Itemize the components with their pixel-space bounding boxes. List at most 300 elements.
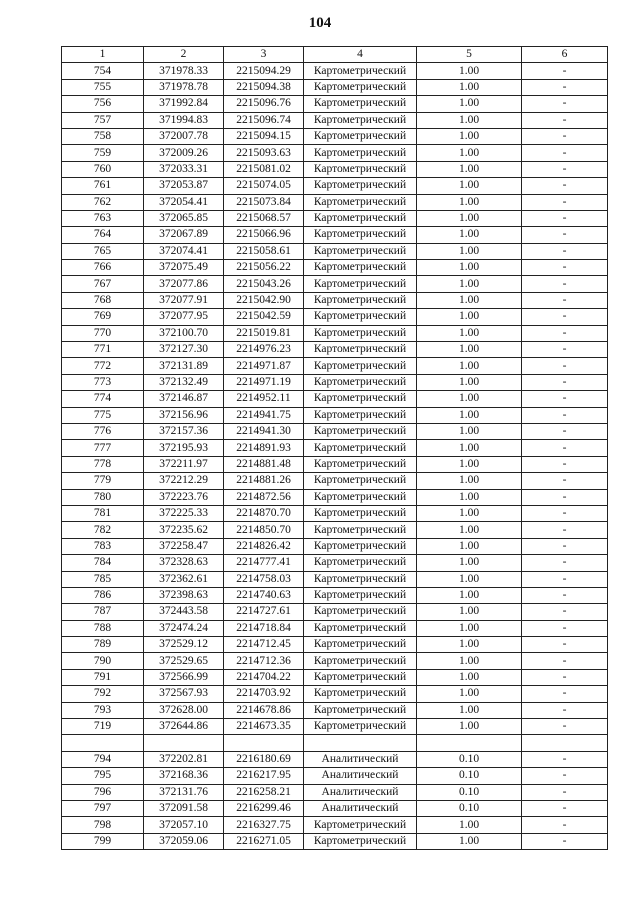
table-cell: 0.10	[417, 751, 522, 767]
table-cell: -	[522, 325, 608, 341]
table-cell: 2216258.21	[224, 784, 304, 800]
table-cell: -	[522, 702, 608, 718]
table-row	[62, 587, 608, 603]
table-cell: 1.00	[417, 391, 522, 407]
table-cell: 780	[62, 489, 144, 505]
table-cell: 372067.89	[144, 227, 224, 243]
table-cell: 372077.95	[144, 309, 224, 325]
table-cell: 372127.30	[144, 342, 224, 358]
table-cell: Картометрический	[304, 456, 417, 472]
table-cell: 371992.84	[144, 96, 224, 112]
table-cell: 789	[62, 637, 144, 653]
table-cell: Аналитический	[304, 784, 417, 800]
table-row	[62, 145, 608, 161]
table-cell: 372132.49	[144, 374, 224, 390]
table-cell: 778	[62, 456, 144, 472]
table-cell: 2216180.69	[224, 751, 304, 767]
table-row	[62, 112, 608, 128]
table-cell: 372156.96	[144, 407, 224, 423]
table-cell: 764	[62, 227, 144, 243]
table-cell: 1.00	[417, 325, 522, 341]
table-cell: Картометрический	[304, 276, 417, 292]
table-cell: Картометрический	[304, 210, 417, 226]
table-cell: 1.00	[417, 440, 522, 456]
table-row	[62, 719, 608, 735]
column-header: 2	[144, 47, 224, 63]
table-cell: 767	[62, 276, 144, 292]
table-cell: 2214758.03	[224, 571, 304, 587]
table-cell: -	[522, 260, 608, 276]
table-cell: Картометрический	[304, 96, 417, 112]
table-cell: -	[522, 440, 608, 456]
table-cell: Картометрический	[304, 505, 417, 521]
table-row	[62, 637, 608, 653]
table-cell: 372059.06	[144, 833, 224, 849]
table-cell: 773	[62, 374, 144, 390]
table-cell: 372474.24	[144, 620, 224, 636]
table-cell: 794	[62, 751, 144, 767]
table-row	[62, 423, 608, 439]
table-cell: 0.10	[417, 784, 522, 800]
table-cell: 1.00	[417, 456, 522, 472]
table-cell: -	[522, 555, 608, 571]
column-header: 6	[522, 47, 608, 63]
table-cell: -	[522, 637, 608, 653]
table-cell: -	[522, 112, 608, 128]
table-cell: Картометрический	[304, 292, 417, 308]
table-cell: Картометрический	[304, 653, 417, 669]
table-cell: 1.00	[417, 210, 522, 226]
table-row	[62, 260, 608, 276]
table-row	[62, 817, 608, 833]
table-cell: 372202.81	[144, 751, 224, 767]
table-cell	[417, 735, 522, 751]
table-cell: 1.00	[417, 407, 522, 423]
table-cell: -	[522, 522, 608, 538]
column-header: 5	[417, 47, 522, 63]
table-row	[62, 489, 608, 505]
table-cell: 1.00	[417, 374, 522, 390]
table-cell: 1.00	[417, 473, 522, 489]
table-cell: -	[522, 800, 608, 816]
table-cell: 769	[62, 309, 144, 325]
column-header: 1	[62, 47, 144, 63]
table-cell: -	[522, 817, 608, 833]
table-cell: Картометрический	[304, 833, 417, 849]
table-cell: Картометрический	[304, 407, 417, 423]
table-cell: 372077.86	[144, 276, 224, 292]
table-cell: 1.00	[417, 276, 522, 292]
table-cell: 1.00	[417, 719, 522, 735]
table-cell: 2214718.84	[224, 620, 304, 636]
table-row	[62, 800, 608, 816]
table-cell: Аналитический	[304, 800, 417, 816]
table-cell: 2214870.70	[224, 505, 304, 521]
table-cell: -	[522, 178, 608, 194]
table-cell: Картометрический	[304, 473, 417, 489]
table-row	[62, 63, 608, 79]
table-cell: 1.00	[417, 669, 522, 685]
table-cell: 1.00	[417, 522, 522, 538]
table-cell: 775	[62, 407, 144, 423]
table-cell: 770	[62, 325, 144, 341]
table-cell: -	[522, 784, 608, 800]
table-row	[62, 784, 608, 800]
table-row	[62, 522, 608, 538]
table-cell: 1.00	[417, 505, 522, 521]
table-cell: 765	[62, 243, 144, 259]
table-cell: 372057.10	[144, 817, 224, 833]
table-cell: 758	[62, 128, 144, 144]
table-cell: 2214850.70	[224, 522, 304, 538]
table-cell: 372223.76	[144, 489, 224, 505]
table-row	[62, 735, 608, 751]
table-cell: Картометрический	[304, 79, 417, 95]
table-cell: -	[522, 751, 608, 767]
table-cell: -	[522, 768, 608, 784]
table-cell: -	[522, 374, 608, 390]
table-row	[62, 194, 608, 210]
table-cell: Картометрический	[304, 669, 417, 685]
table-cell: 2214976.23	[224, 342, 304, 358]
table-row	[62, 653, 608, 669]
table-cell: 0.10	[417, 768, 522, 784]
table-row	[62, 391, 608, 407]
table-cell: -	[522, 292, 608, 308]
table-cell: -	[522, 604, 608, 620]
table-cell: 2214941.30	[224, 423, 304, 439]
table-cell: 372362.61	[144, 571, 224, 587]
table-cell: 2214941.75	[224, 407, 304, 423]
table-cell: 372235.62	[144, 522, 224, 538]
table-cell: Картометрический	[304, 604, 417, 620]
table-cell: 2215019.81	[224, 325, 304, 341]
table-cell: -	[522, 128, 608, 144]
table-row	[62, 292, 608, 308]
table-row	[62, 128, 608, 144]
table-cell: 772	[62, 358, 144, 374]
table-cell: 1.00	[417, 243, 522, 259]
table-cell: 2215093.63	[224, 145, 304, 161]
table-row	[62, 456, 608, 472]
table-cell: 2214712.36	[224, 653, 304, 669]
table-cell: -	[522, 719, 608, 735]
table-cell: Аналитический	[304, 768, 417, 784]
table-cell: Картометрический	[304, 686, 417, 702]
table-cell: 782	[62, 522, 144, 538]
table-cell: 1.00	[417, 571, 522, 587]
table-cell: 372065.85	[144, 210, 224, 226]
table-cell: 796	[62, 784, 144, 800]
table-cell: 1.00	[417, 538, 522, 554]
table-row	[62, 686, 608, 702]
table-row	[62, 538, 608, 554]
table-cell: 2216271.05	[224, 833, 304, 849]
table-row	[62, 751, 608, 767]
table-cell: 798	[62, 817, 144, 833]
table-cell: -	[522, 63, 608, 79]
table-cell: Картометрический	[304, 260, 417, 276]
table-cell: 372075.49	[144, 260, 224, 276]
table-cell: 792	[62, 686, 144, 702]
table-cell: Картометрический	[304, 522, 417, 538]
table-cell: Картометрический	[304, 243, 417, 259]
table-cell: 372100.70	[144, 325, 224, 341]
table-cell: 2214881.26	[224, 473, 304, 489]
table-cell: Картометрический	[304, 194, 417, 210]
table-cell: 719	[62, 719, 144, 735]
table-cell: 372009.26	[144, 145, 224, 161]
table-cell: 2214891.93	[224, 440, 304, 456]
table-cell: -	[522, 538, 608, 554]
table-cell: 2214727.61	[224, 604, 304, 620]
table-cell: 2214712.45	[224, 637, 304, 653]
table-cell: -	[522, 194, 608, 210]
table-cell	[522, 735, 608, 751]
table-cell: 1.00	[417, 161, 522, 177]
table-header-row	[62, 47, 608, 63]
table-cell: 1.00	[417, 128, 522, 144]
table-cell: -	[522, 309, 608, 325]
table-cell	[224, 735, 304, 751]
table-cell: 371978.78	[144, 79, 224, 95]
table-cell: 779	[62, 473, 144, 489]
table-cell: 2215042.90	[224, 292, 304, 308]
table-cell: Картометрический	[304, 555, 417, 571]
table-cell: -	[522, 276, 608, 292]
table-cell: 760	[62, 161, 144, 177]
table-cell: -	[522, 161, 608, 177]
table-cell: 2215096.74	[224, 112, 304, 128]
table-cell: 2215094.29	[224, 63, 304, 79]
table-cell: Картометрический	[304, 571, 417, 587]
table-cell: Картометрический	[304, 145, 417, 161]
table-row	[62, 473, 608, 489]
table-cell: 757	[62, 112, 144, 128]
table-cell: 790	[62, 653, 144, 669]
table-row	[62, 702, 608, 718]
table-row	[62, 604, 608, 620]
table-row	[62, 374, 608, 390]
table-cell: -	[522, 653, 608, 669]
table-row	[62, 309, 608, 325]
table-cell: 1.00	[417, 637, 522, 653]
table-cell: 372007.78	[144, 128, 224, 144]
table-cell: -	[522, 358, 608, 374]
table-cell: 793	[62, 702, 144, 718]
table-cell: 2215042.59	[224, 309, 304, 325]
table-cell: 372225.33	[144, 505, 224, 521]
table-cell: 2214703.92	[224, 686, 304, 702]
table-cell: Картометрический	[304, 423, 417, 439]
table-row	[62, 210, 608, 226]
table-cell: 372567.93	[144, 686, 224, 702]
table-cell: 372628.00	[144, 702, 224, 718]
table-cell: 0.10	[417, 800, 522, 816]
table-cell: -	[522, 391, 608, 407]
table-row	[62, 161, 608, 177]
table-cell: Картометрический	[304, 112, 417, 128]
table-cell: 777	[62, 440, 144, 456]
table-cell: 1.00	[417, 227, 522, 243]
table-cell: 755	[62, 79, 144, 95]
table-cell: Картометрический	[304, 178, 417, 194]
table-cell: 2215068.57	[224, 210, 304, 226]
table-cell: Картометрический	[304, 358, 417, 374]
table-cell: -	[522, 571, 608, 587]
table-cell: 372529.65	[144, 653, 224, 669]
table-row	[62, 440, 608, 456]
table-cell: 754	[62, 63, 144, 79]
column-header: 4	[304, 47, 417, 63]
table-cell: -	[522, 587, 608, 603]
table-cell: 2214826.42	[224, 538, 304, 554]
table-cell: 372328.63	[144, 555, 224, 571]
table-cell: 372074.41	[144, 243, 224, 259]
table-row	[62, 96, 608, 112]
table-cell: -	[522, 620, 608, 636]
table-cell: Картометрический	[304, 391, 417, 407]
table-cell: 2216327.75	[224, 817, 304, 833]
table-cell: Картометрический	[304, 440, 417, 456]
table-row	[62, 276, 608, 292]
table-cell: 2215043.26	[224, 276, 304, 292]
table-cell: -	[522, 505, 608, 521]
table-cell: 2214777.41	[224, 555, 304, 571]
table-cell: 787	[62, 604, 144, 620]
table-cell: 1.00	[417, 178, 522, 194]
table-cell: 2214952.11	[224, 391, 304, 407]
table-cell: -	[522, 686, 608, 702]
table-cell: 2216217.95	[224, 768, 304, 784]
table-row	[62, 669, 608, 685]
table-cell: 2214678.86	[224, 702, 304, 718]
table-cell: 372168.36	[144, 768, 224, 784]
table-cell: 768	[62, 292, 144, 308]
table-cell: 1.00	[417, 96, 522, 112]
table-row	[62, 768, 608, 784]
table-cell: 788	[62, 620, 144, 636]
table-cell: 372212.29	[144, 473, 224, 489]
table-cell: 372211.97	[144, 456, 224, 472]
table-cell: -	[522, 833, 608, 849]
table-cell: 776	[62, 423, 144, 439]
table-cell: Картометрический	[304, 637, 417, 653]
table-cell: 771	[62, 342, 144, 358]
table-row	[62, 358, 608, 374]
table-cell: Картометрический	[304, 161, 417, 177]
table-row	[62, 833, 608, 849]
table-cell: 2215094.15	[224, 128, 304, 144]
table-cell: 1.00	[417, 358, 522, 374]
table-cell: -	[522, 407, 608, 423]
table-cell: 372157.36	[144, 423, 224, 439]
table-cell: 2216299.46	[224, 800, 304, 816]
table-cell: 1.00	[417, 604, 522, 620]
table-cell: 783	[62, 538, 144, 554]
table-row	[62, 79, 608, 95]
table-cell: 1.00	[417, 63, 522, 79]
table-cell: 372131.89	[144, 358, 224, 374]
table-cell: 1.00	[417, 686, 522, 702]
table-cell: Картометрический	[304, 63, 417, 79]
table-cell: 1.00	[417, 489, 522, 505]
table-cell: 372195.93	[144, 440, 224, 456]
table-cell: 372443.58	[144, 604, 224, 620]
table-row	[62, 178, 608, 194]
table-cell: Картометрический	[304, 817, 417, 833]
table-cell	[144, 735, 224, 751]
table-cell: -	[522, 210, 608, 226]
table-cell: 759	[62, 145, 144, 161]
table-row	[62, 620, 608, 636]
table-cell: 2214872.56	[224, 489, 304, 505]
table-cell: 1.00	[417, 194, 522, 210]
table-cell: Картометрический	[304, 325, 417, 341]
table-cell: -	[522, 669, 608, 685]
table-cell: 781	[62, 505, 144, 521]
table-cell: 766	[62, 260, 144, 276]
table-cell: 785	[62, 571, 144, 587]
table-cell: 1.00	[417, 653, 522, 669]
table-cell: 372566.99	[144, 669, 224, 685]
table-cell: -	[522, 473, 608, 489]
table-cell: 2215073.84	[224, 194, 304, 210]
table-cell: -	[522, 79, 608, 95]
table-body	[62, 63, 608, 850]
table-cell: 774	[62, 391, 144, 407]
table-cell: 2214971.87	[224, 358, 304, 374]
table-cell: 2214673.35	[224, 719, 304, 735]
table-cell: Картометрический	[304, 309, 417, 325]
table-cell: Картометрический	[304, 342, 417, 358]
table-cell: 763	[62, 210, 144, 226]
table-cell: Картометрический	[304, 587, 417, 603]
table-cell: 1.00	[417, 260, 522, 276]
table-cell: 1.00	[417, 145, 522, 161]
table-cell	[304, 735, 417, 751]
table-cell: -	[522, 96, 608, 112]
table-row	[62, 407, 608, 423]
table-cell: 2214704.22	[224, 669, 304, 685]
table-cell: 372131.76	[144, 784, 224, 800]
table-row	[62, 555, 608, 571]
table-cell: 2215074.05	[224, 178, 304, 194]
table-row	[62, 342, 608, 358]
table-cell: Картометрический	[304, 227, 417, 243]
table-cell: -	[522, 227, 608, 243]
table-row	[62, 243, 608, 259]
table-cell: 2214740.63	[224, 587, 304, 603]
table-cell: 1.00	[417, 817, 522, 833]
table-cell: Аналитический	[304, 751, 417, 767]
table-cell: 1.00	[417, 292, 522, 308]
table-cell: 372033.31	[144, 161, 224, 177]
table-cell: Картометрический	[304, 374, 417, 390]
table-cell	[62, 735, 144, 751]
table-cell: 372644.86	[144, 719, 224, 735]
table-cell: 791	[62, 669, 144, 685]
table-cell: 371978.33	[144, 63, 224, 79]
table-cell: 371994.83	[144, 112, 224, 128]
table-cell: 2215058.61	[224, 243, 304, 259]
table-cell: 756	[62, 96, 144, 112]
table-cell: Картометрический	[304, 719, 417, 735]
table-cell: 2215081.02	[224, 161, 304, 177]
table-cell: 1.00	[417, 112, 522, 128]
table-cell: 1.00	[417, 342, 522, 358]
table-cell: -	[522, 456, 608, 472]
